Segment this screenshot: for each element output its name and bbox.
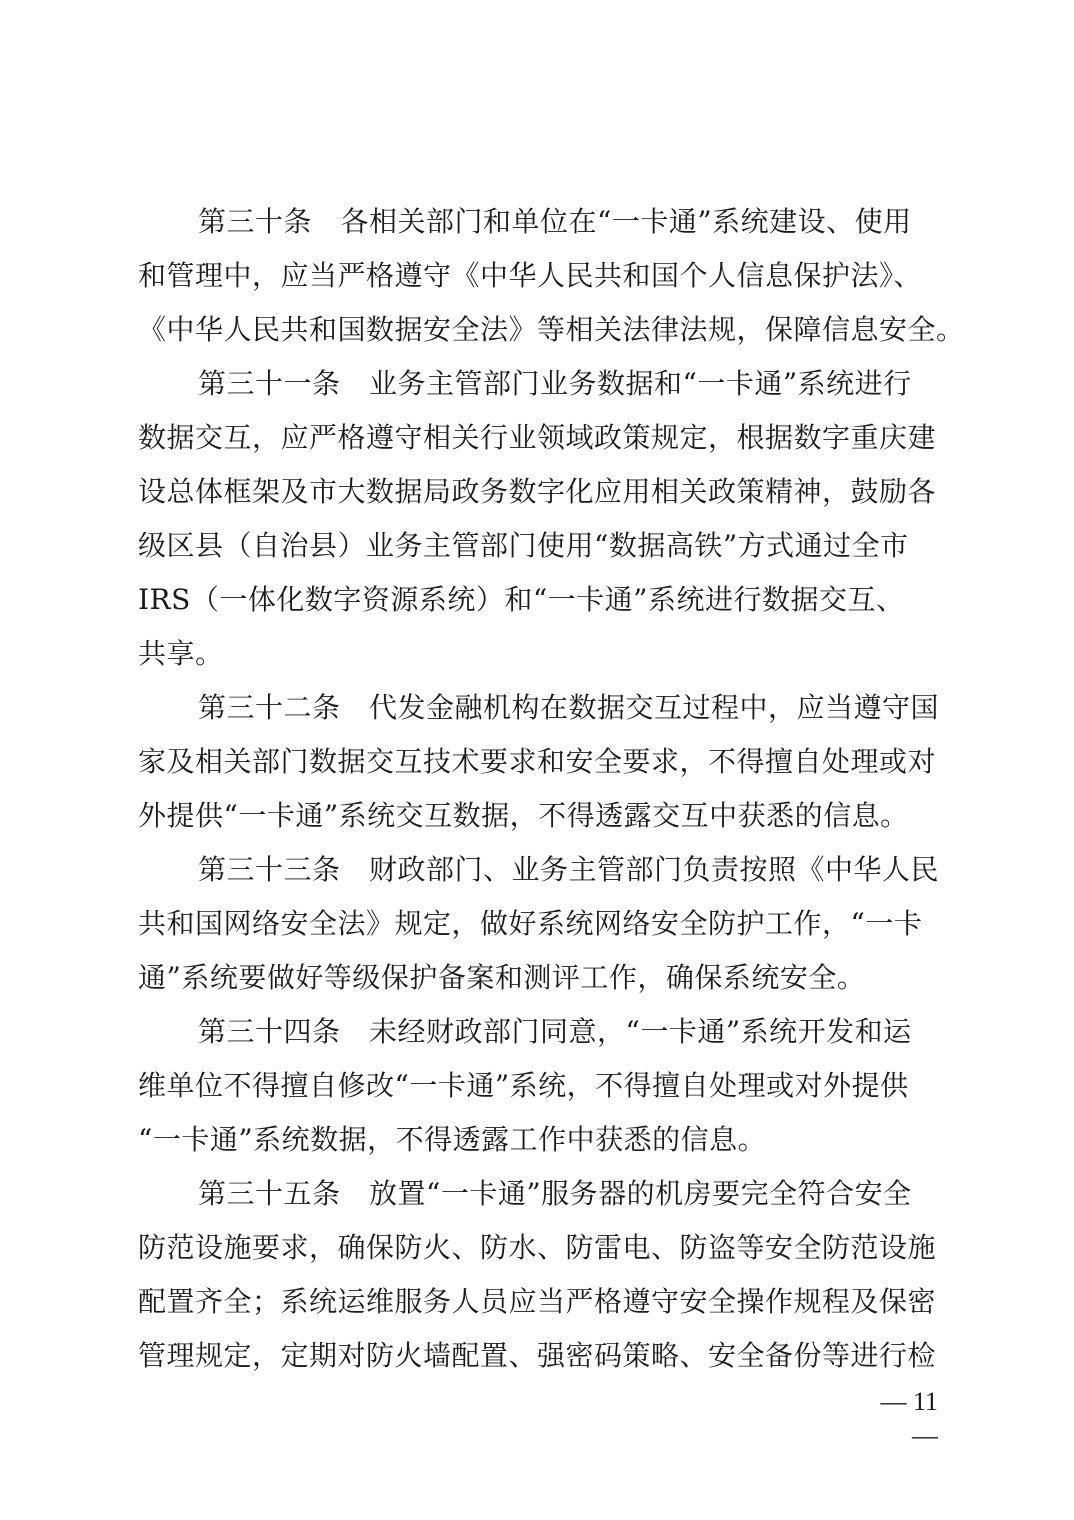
article-33-line-2: 共和国网络安全法》规定，做好系统网络安全防护工作，“一卡 — [138, 907, 923, 940]
article-30-line-1: 第三十条 各相关部门和单位在“一卡通”系统建设、使用 — [198, 205, 912, 238]
article-31-line-6: 共享。 — [138, 637, 224, 670]
article-34-line-1: 第三十四条 未经财政部门同意，“一卡通”系统开发和运 — [198, 1015, 912, 1048]
article-33-line-3: 通”系统要做好等级保护备案和测评工作，确保系统安全。 — [138, 961, 866, 994]
article-32-line-2: 家及相关部门数据交互技术要求和安全要求，不得擅自处理或对 — [138, 745, 937, 778]
article-35-line-4: 管理规定，定期对防火墙配置、强密码策略、安全备份等进行检 — [138, 1339, 937, 1372]
article-33-line-1: 第三十三条 财政部门、业务主管部门负责按照《中华人民 — [198, 853, 940, 886]
article-31-line-3: 设总体框架及市大数据局政务数字化应用相关政策精神，鼓励各 — [138, 475, 937, 508]
article-30-line-2: 和管理中，应当严格遵守《中华人民共和国个人信息保护法》、 — [138, 259, 923, 292]
page-number: — 11 — — [880, 1387, 938, 1450]
article-31-line-4: 级区县（自治县）业务主管部门使用“数据高铁”方式通过全市 — [138, 529, 909, 562]
article-35-line-2: 防范设施要求，确保防火、防水、防雷电、防盗等安全防范设施 — [138, 1231, 937, 1264]
article-34-line-2: 维单位不得擅自修改“一卡通”系统，不得擅自处理或对外提供 — [138, 1069, 909, 1102]
article-31-line-5: IRS（一体化数字资源系统）和“一卡通”系统进行数据交互、 — [138, 583, 905, 616]
article-30-line-3: 《中华人民共和国数据安全法》等相关法律法规，保障信息安全。 — [138, 313, 965, 346]
article-35-line-3: 配置齐全；系统运维服务人员应当严格遵守安全操作规程及保密 — [138, 1285, 937, 1318]
article-32-line-3: 外提供“一卡通”系统交互数据，不得透露交互中获悉的信息。 — [138, 799, 909, 832]
article-34-line-3: “一卡通”系统数据，不得透露工作中获悉的信息。 — [138, 1123, 767, 1156]
article-32-line-1: 第三十二条 代发金融机构在数据交互过程中，应当遵守国 — [198, 691, 940, 724]
article-35-line-1: 第三十五条 放置“一卡通”服务器的机房要完全符合安全 — [198, 1177, 912, 1210]
article-31-line-2: 数据交互，应严格遵守相关行业领域政策规定，根据数字重庆建 — [138, 421, 937, 454]
article-31-line-1: 第三十一条 业务主管部门业务数据和“一卡通”系统进行 — [198, 367, 912, 400]
